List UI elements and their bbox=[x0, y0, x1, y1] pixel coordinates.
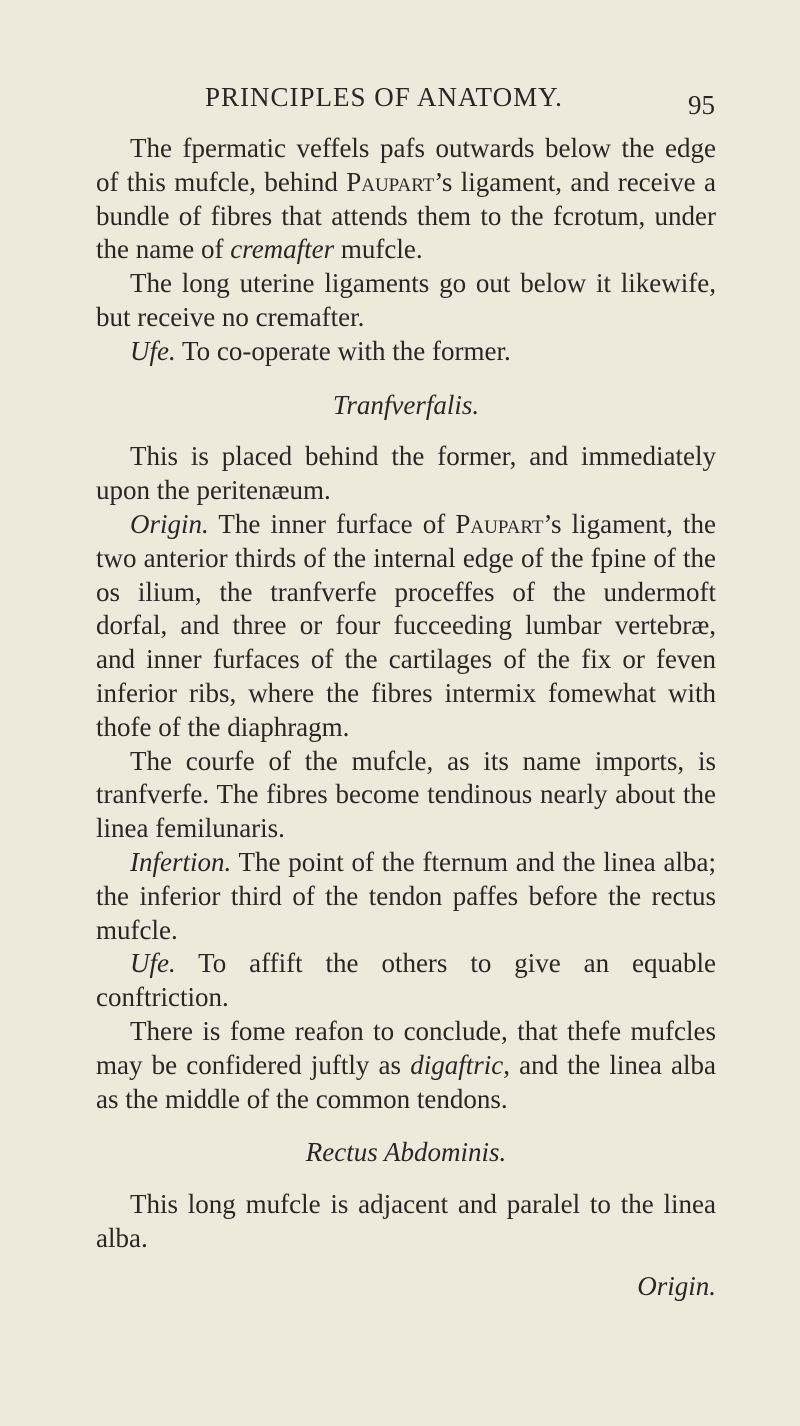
section-label: Infertion. bbox=[130, 846, 232, 877]
text-span: To co-operate with the former. bbox=[175, 335, 511, 366]
section-heading-transversalis: Tranfverfalis. bbox=[332, 389, 480, 420]
paragraph-use bbox=[96, 335, 716, 369]
page-number: 95 bbox=[688, 90, 715, 120]
text-span: There is fome reafon to conclude, that thefe mufcles may be confidered juftly as bbox=[96, 1015, 716, 1080]
text-span: mufcle. bbox=[334, 234, 423, 265]
running-title: PRINCIPLES OF ANATOMY. bbox=[205, 82, 563, 112]
paragraph-origin bbox=[96, 508, 716, 745]
catchword: Origin. bbox=[637, 1270, 716, 1301]
text-span: The point of the fternum and the linea alba; the inferior third of the tendon paffes before the rectus mufcle. bbox=[96, 846, 716, 945]
section-label: Ufe. bbox=[130, 335, 176, 366]
paragraph-course: The courfe of the mufcle, as its name imports, is tranfverfe. The fibres become tendinous nearly about the linea femilunaris. bbox=[96, 745, 716, 844]
paragraph-insertion bbox=[96, 846, 716, 947]
paragraph-placement: This is placed behind the former, and immediately upon the peritenæum. bbox=[96, 441, 716, 506]
text-span: The fpermatic veffels pafs outwards below the edge of this mufcle, behind bbox=[96, 133, 716, 197]
text-span: ’s ligament, and receive a bundle of fibres that attends them to the fcrotum, under the name of bbox=[96, 166, 716, 265]
section-label: Ufe. bbox=[130, 948, 176, 979]
text-span: The inner furface of bbox=[208, 508, 456, 539]
proper-name: Paupart bbox=[346, 166, 435, 197]
text-span: , and the linea alba as the middle of the common tendons. bbox=[96, 1049, 716, 1114]
proper-name: Paupart bbox=[455, 508, 544, 539]
paragraph-use-2 bbox=[96, 947, 716, 1015]
text-span: To affift the others to give an equable conftriction. bbox=[96, 948, 716, 1013]
paragraph-rectus: This long mufcle is adjacent and paralel to the linea alba. bbox=[96, 1189, 716, 1253]
paragraph-spermatic-vessels bbox=[96, 132, 716, 267]
section-heading-rectus-abdominis: Rectus Abdominis. bbox=[305, 1137, 507, 1168]
italic-term: digaftric bbox=[410, 1049, 504, 1080]
body-text bbox=[96, 132, 716, 1304]
paragraph-digastric bbox=[96, 1015, 716, 1116]
page-header bbox=[0, 82, 800, 122]
paragraph-uterine-ligaments: The long uterine ligaments go out below it likewife, but receive no cremafter. bbox=[96, 268, 716, 332]
text-span: ’s ligament, the two anterior thirds of the internal edge of the fpine of the os ilium, the tranfverfe proceffes of the undermoft dorfal, and three or four fucceeding lumbar vertebræ, and inner furfaces of the cartilages of the fix or feven inferior ribs, where the fibres intermix fomewhat with thofe of the diaphragm. bbox=[96, 508, 716, 742]
italic-term: cremafter bbox=[230, 234, 335, 265]
section-label: Origin. bbox=[130, 508, 209, 539]
